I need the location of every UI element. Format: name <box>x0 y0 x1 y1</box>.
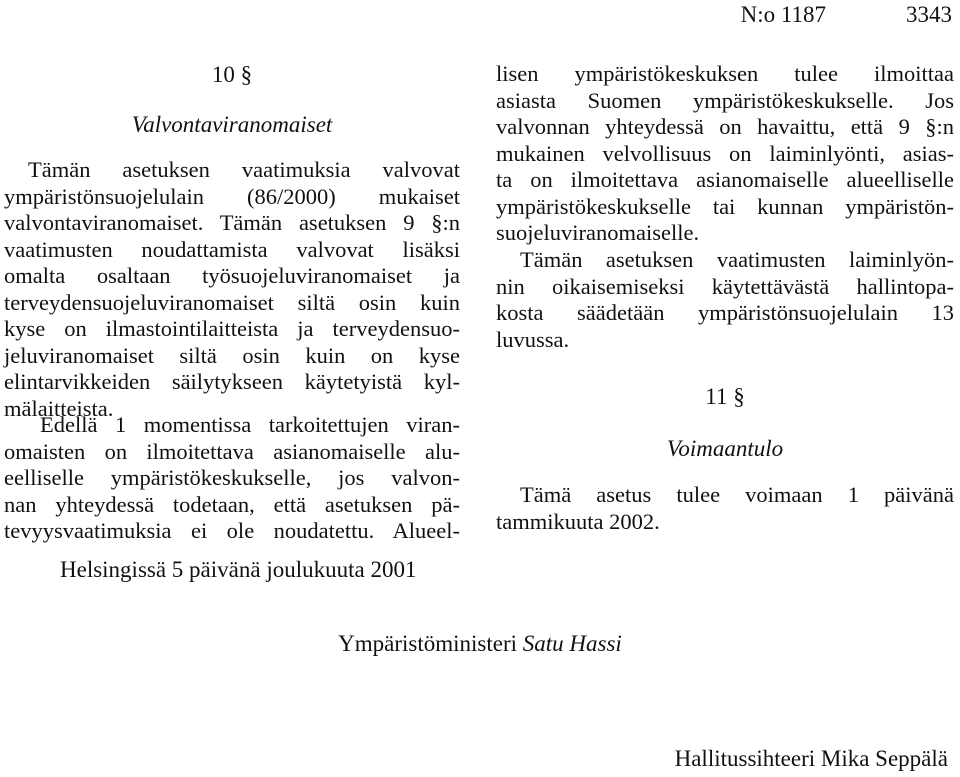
text-line: jeluviranomaiset siltä osin kuin on kyse <box>4 342 460 368</box>
text-line: ympäristönsuojelulain (86/2000) mukaiset <box>4 183 460 209</box>
text-line: omaisten on ilmoitettava asianomaiselle alu- <box>4 438 460 464</box>
section-10-paragraph-2-continued <box>496 61 954 247</box>
text-line: nan yhteydessä todetaan, että asetuksen pä- <box>4 491 460 517</box>
text-line: lisen ympäristökeskuksen tulee ilmoittaa <box>496 61 954 86</box>
text-line: valvontaviranomaiset. Tämän asetuksen 9 §:n <box>4 210 460 235</box>
text-line: tevyysvaatimuksia ei ole noudatettu. Alueel- <box>4 518 460 543</box>
text-line: ta on ilmoitettava asianomaiselle alueelliselle <box>496 167 954 192</box>
text-line: valvonnan yhteydessä on havaittu, että 9 §:n <box>496 114 954 139</box>
text-line: tammikuuta 2002. <box>496 508 660 534</box>
text-line: terveydensuojeluviranomaiset siltä osin kuin <box>4 289 460 315</box>
text-line: suojeluviranomaiselle. <box>496 220 700 245</box>
section-11-number: 11 § <box>705 384 745 409</box>
section-10-paragraph-2 <box>4 412 460 545</box>
section-10-paragraph-3 <box>496 247 954 353</box>
minister-name: Satu Hassi <box>522 631 622 656</box>
text-line: nin oikaisemiseksi käytettävästä hallintopa- <box>496 273 954 299</box>
signature-minister <box>0 630 960 658</box>
text-line: asiasta Suomen ympäristökeskukselle. Jos <box>496 87 954 113</box>
section-10-title: Valvontaviranomaiset <box>131 112 333 137</box>
signature-place-date: Helsingissä 5 päivänä joulukuuta 2001 <box>60 557 417 582</box>
minister-title: Ympäristöministeri <box>338 631 518 656</box>
section-10-paragraph-1 <box>4 157 460 422</box>
text-line: ympäristökeskukselle tai kunnan ympäristön- <box>496 193 954 219</box>
text-line: omalta osaltaan työsuojeluviranomaiset ja <box>4 263 460 288</box>
text-line: luvussa. <box>496 326 570 352</box>
section-11-paragraph <box>496 482 954 535</box>
text-line: Tämä asetus tulee voimaan 1 päivänä <box>520 482 954 507</box>
text-line: vaatimusten noudattamista valvovat lisäksi <box>4 236 460 262</box>
text-line: Edellä 1 momentissa tarkoitettujen viran- <box>40 412 460 437</box>
text-line: Tämän asetuksen vaatimuksia valvovat <box>28 157 460 182</box>
text-line: mukainen velvollisuus on laiminlyönti, asias- <box>496 140 954 166</box>
text-line: eelliselle ympäristökeskukselle, jos valvon- <box>4 465 460 490</box>
section-11-title: Voimaantulo <box>666 436 784 461</box>
section-10-number: 10 § <box>211 62 253 87</box>
text-line: kosta säädetään ympäristönsuojelulain 13 <box>496 300 954 325</box>
text-line: Tämän asetuksen vaatimusten laiminlyön- <box>520 247 954 272</box>
text-line: kyse on ilmastointilaitteista ja terveydensuo- <box>4 316 460 341</box>
text-line: elintarvikkeiden säilytykseen käytetyistä kyl- <box>4 369 460 394</box>
document-number: N:o 1187 <box>740 2 826 27</box>
signature-secretary: Hallitussihteeri Mika Seppälä <box>674 746 948 771</box>
text-line: mälaitteista. <box>4 395 114 421</box>
page-number: 3343 <box>906 2 952 27</box>
